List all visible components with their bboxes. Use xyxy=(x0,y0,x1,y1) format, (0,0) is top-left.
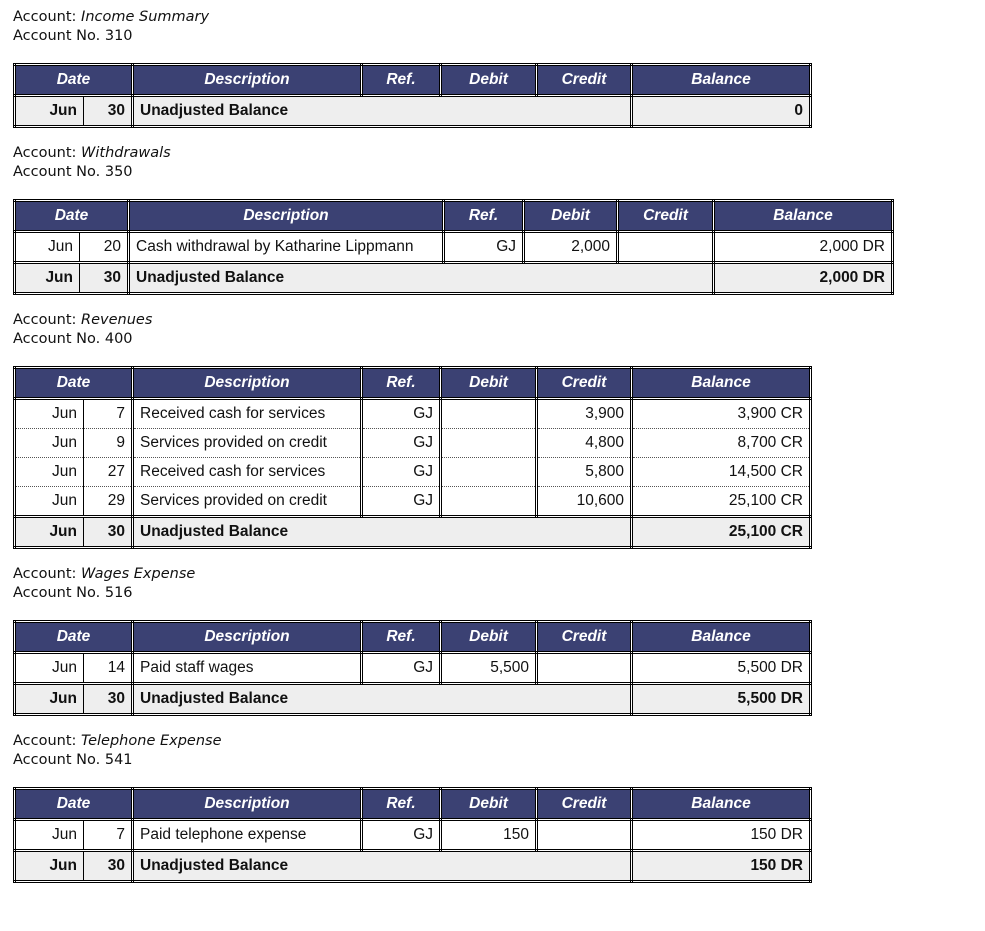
header-date: Date xyxy=(15,789,133,820)
total-balance: 2,000 DR xyxy=(714,263,893,294)
account-no-label: Account No. xyxy=(13,752,105,768)
entry-credit: 10,600 xyxy=(537,487,632,517)
header-description: Description xyxy=(129,201,444,232)
total-row xyxy=(15,851,811,882)
header-row xyxy=(15,201,893,232)
entry-month: Jun xyxy=(15,820,84,851)
account-no-label: Account No. xyxy=(13,28,105,44)
entry-balance: 8,700 CR xyxy=(632,429,811,458)
entry-day: 7 xyxy=(84,820,133,851)
entry-description: Received cash for services xyxy=(133,458,362,487)
total-balance: 0 xyxy=(632,96,811,127)
header-credit: Credit xyxy=(537,368,632,399)
total-day: 30 xyxy=(84,851,133,882)
header-balance: Balance xyxy=(632,789,811,820)
account-section xyxy=(13,8,985,128)
header-description: Description xyxy=(133,65,362,96)
header-debit: Debit xyxy=(441,622,537,653)
entry-credit: 3,900 xyxy=(537,399,632,429)
entry-credit: 5,800 xyxy=(537,458,632,487)
table-row xyxy=(15,487,811,517)
total-description: Unadjusted Balance xyxy=(133,851,632,882)
table-row xyxy=(15,653,811,684)
entry-credit xyxy=(537,653,632,684)
header-ref: Ref. xyxy=(362,368,441,399)
table-row xyxy=(15,232,893,263)
entry-balance: 5,500 DR xyxy=(632,653,811,684)
entry-month: Jun xyxy=(15,399,84,429)
entry-debit: 2,000 xyxy=(524,232,618,263)
account-heading xyxy=(13,565,985,603)
table-row xyxy=(15,820,811,851)
entry-balance: 25,100 CR xyxy=(632,487,811,517)
entry-day: 29 xyxy=(84,487,133,517)
table-row xyxy=(15,399,811,429)
header-balance: Balance xyxy=(632,622,811,653)
account-name: Telephone Expense xyxy=(81,733,222,749)
header-row xyxy=(15,65,811,96)
entry-description: Paid telephone expense xyxy=(133,820,362,851)
entry-balance: 14,500 CR xyxy=(632,458,811,487)
account-name-line xyxy=(13,732,985,751)
ledger-table xyxy=(13,787,812,883)
header-row xyxy=(15,789,811,820)
header-credit: Credit xyxy=(537,789,632,820)
total-balance: 150 DR xyxy=(632,851,811,882)
account-no-label: Account No. xyxy=(13,164,105,180)
total-description: Unadjusted Balance xyxy=(133,517,632,548)
account-heading xyxy=(13,732,985,770)
ledger-table xyxy=(13,620,812,716)
header-description: Description xyxy=(133,622,362,653)
account-label: Account: xyxy=(13,733,82,749)
header-balance: Balance xyxy=(632,368,811,399)
account-heading xyxy=(13,8,985,46)
account-number: 541 xyxy=(104,752,133,768)
ledger-table xyxy=(13,366,812,549)
header-credit: Credit xyxy=(537,622,632,653)
header-row xyxy=(15,368,811,399)
header-ref: Ref. xyxy=(362,622,441,653)
entry-month: Jun xyxy=(15,653,84,684)
account-no-label: Account No. xyxy=(13,331,105,347)
entry-balance: 3,900 CR xyxy=(632,399,811,429)
account-number: 310 xyxy=(104,28,133,44)
entry-credit xyxy=(618,232,714,263)
entry-ref: GJ xyxy=(444,232,524,263)
entry-description: Cash withdrawal by Katharine Lippmann xyxy=(129,232,444,263)
account-label: Account: xyxy=(13,566,82,582)
account-number-line xyxy=(13,330,985,349)
account-number-line xyxy=(13,163,985,182)
account-section xyxy=(13,311,985,549)
account-heading xyxy=(13,311,985,349)
header-date: Date xyxy=(15,622,133,653)
total-row xyxy=(15,517,811,548)
account-section xyxy=(13,732,985,883)
entry-day: 9 xyxy=(84,429,133,458)
account-number-line xyxy=(13,584,985,603)
total-row xyxy=(15,263,893,294)
account-label: Account: xyxy=(13,9,82,25)
header-credit: Credit xyxy=(537,65,632,96)
header-balance: Balance xyxy=(632,65,811,96)
account-number: 350 xyxy=(104,164,133,180)
account-name-line xyxy=(13,311,985,330)
header-description: Description xyxy=(133,368,362,399)
account-number-line xyxy=(13,751,985,770)
entry-description: Services provided on credit xyxy=(133,487,362,517)
total-month: Jun xyxy=(15,263,80,294)
header-debit: Debit xyxy=(441,65,537,96)
entry-ref: GJ xyxy=(362,820,441,851)
entry-balance: 150 DR xyxy=(632,820,811,851)
account-label: Account: xyxy=(13,312,82,328)
account-section xyxy=(13,144,985,295)
entry-debit xyxy=(441,399,537,429)
header-date: Date xyxy=(15,368,133,399)
total-month: Jun xyxy=(15,684,84,715)
entry-month: Jun xyxy=(15,232,80,263)
total-month: Jun xyxy=(15,96,84,127)
total-month: Jun xyxy=(15,517,84,548)
account-heading xyxy=(13,144,985,182)
entry-ref: GJ xyxy=(362,458,441,487)
entry-ref: GJ xyxy=(362,653,441,684)
table-row xyxy=(15,458,811,487)
entry-description: Paid staff wages xyxy=(133,653,362,684)
ledger-table xyxy=(13,199,894,295)
entry-description: Received cash for services xyxy=(133,399,362,429)
header-credit: Credit xyxy=(618,201,714,232)
account-number-line xyxy=(13,27,985,46)
account-name: Income Summary xyxy=(81,9,210,25)
entry-debit: 150 xyxy=(441,820,537,851)
total-description: Unadjusted Balance xyxy=(133,684,632,715)
header-ref: Ref. xyxy=(362,789,441,820)
ledger-table xyxy=(13,63,812,128)
entry-day: 7 xyxy=(84,399,133,429)
entry-day: 14 xyxy=(84,653,133,684)
account-number: 516 xyxy=(104,585,133,601)
account-name-line xyxy=(13,144,985,163)
total-day: 30 xyxy=(84,684,133,715)
header-date: Date xyxy=(15,201,129,232)
header-balance: Balance xyxy=(714,201,893,232)
entry-debit xyxy=(441,487,537,517)
account-name-line xyxy=(13,8,985,27)
account-section xyxy=(13,565,985,716)
account-label: Account: xyxy=(13,145,82,161)
entry-ref: GJ xyxy=(362,429,441,458)
entry-ref: GJ xyxy=(362,399,441,429)
total-balance: 25,100 CR xyxy=(632,517,811,548)
total-day: 30 xyxy=(84,96,133,127)
entry-debit xyxy=(441,458,537,487)
entry-month: Jun xyxy=(15,487,84,517)
header-debit: Debit xyxy=(441,368,537,399)
account-name-line xyxy=(13,565,985,584)
entry-month: Jun xyxy=(15,429,84,458)
header-debit: Debit xyxy=(524,201,618,232)
entry-description: Services provided on credit xyxy=(133,429,362,458)
entry-month: Jun xyxy=(15,458,84,487)
entry-day: 20 xyxy=(80,232,129,263)
account-name: Withdrawals xyxy=(81,145,171,161)
header-date: Date xyxy=(15,65,133,96)
total-day: 30 xyxy=(84,517,133,548)
header-ref: Ref. xyxy=(444,201,524,232)
account-number: 400 xyxy=(104,331,133,347)
total-row xyxy=(15,96,811,127)
total-day: 30 xyxy=(80,263,129,294)
entry-credit: 4,800 xyxy=(537,429,632,458)
header-description: Description xyxy=(133,789,362,820)
header-debit: Debit xyxy=(441,789,537,820)
entry-balance: 2,000 DR xyxy=(714,232,893,263)
total-description: Unadjusted Balance xyxy=(133,96,632,127)
entry-day: 27 xyxy=(84,458,133,487)
header-row xyxy=(15,622,811,653)
entry-credit xyxy=(537,820,632,851)
total-row xyxy=(15,684,811,715)
account-name: Revenues xyxy=(81,312,153,328)
total-month: Jun xyxy=(15,851,84,882)
header-ref: Ref. xyxy=(362,65,441,96)
entry-debit: 5,500 xyxy=(441,653,537,684)
entry-ref: GJ xyxy=(362,487,441,517)
entry-debit xyxy=(441,429,537,458)
total-balance: 5,500 DR xyxy=(632,684,811,715)
account-no-label: Account No. xyxy=(13,585,105,601)
table-row xyxy=(15,429,811,458)
total-description: Unadjusted Balance xyxy=(129,263,714,294)
account-name: Wages Expense xyxy=(81,566,196,582)
